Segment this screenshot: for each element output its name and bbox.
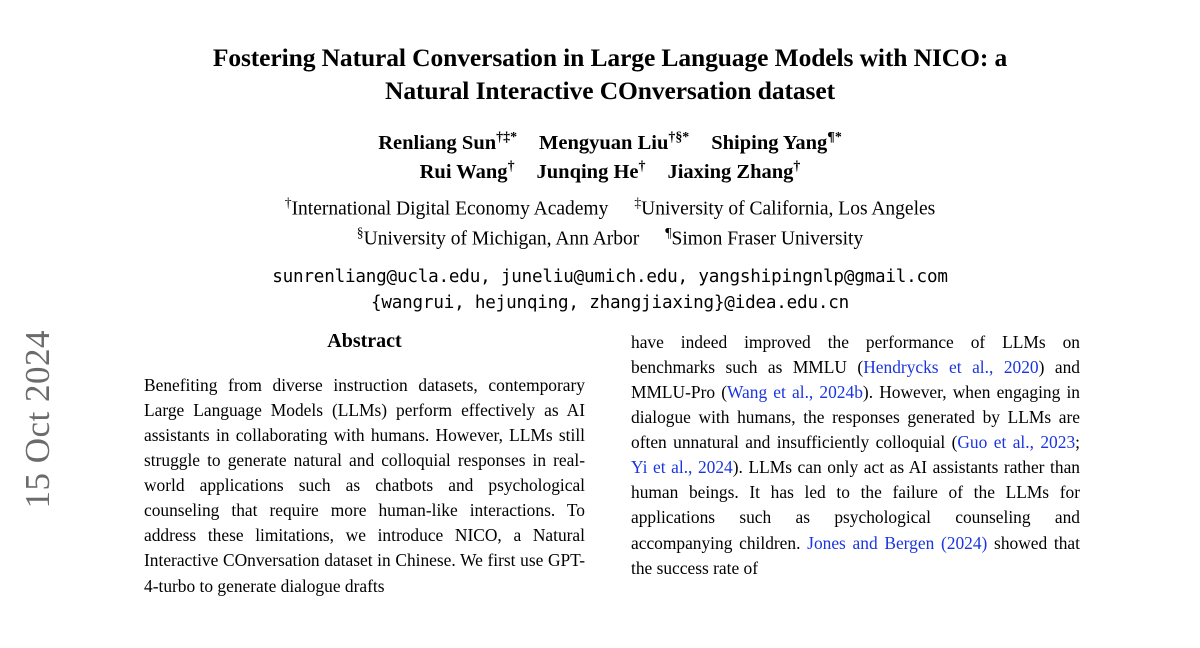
affiliation-mark: § <box>356 224 364 240</box>
citation-link[interactable]: Hendrycks et al., 2020 <box>863 357 1039 378</box>
author-emails <box>140 265 1080 316</box>
citation-link[interactable]: Wang et al., 2024b <box>727 382 863 403</box>
author-marks: † <box>638 158 646 174</box>
emails-line-1: sunrenliang@ucla.edu, juneliu@umich.edu, yangshipingnlp@gmail.com <box>272 267 948 288</box>
author-marks: †§* <box>668 130 690 146</box>
title-line-1: Fostering Natural Conversation in Large Language Models with NICO: a <box>212 43 1008 72</box>
author-shiping-yang: Shiping Yang¶* <box>711 130 842 155</box>
author-marks: † <box>793 158 801 174</box>
affiliation-mark: ‡ <box>634 195 642 211</box>
author-junqing-he: Junqing He† <box>536 158 646 183</box>
author-row-1 <box>140 129 1080 158</box>
author-mengyuan-liu: Mengyuan Liu†§* <box>539 130 690 155</box>
affiliation-mark: ¶ <box>665 224 672 240</box>
abstract-heading: Abstract <box>327 330 402 352</box>
author-row-2 <box>140 158 1080 187</box>
two-column-body <box>140 330 1080 599</box>
introduction-text: have indeed improved the performance of LLMs on benchmarks such as MMLU (Hendrycks et al., 2020) and MMLU-Pro (Wang et al., 2024b). However, when engaging in dialogue with humans, the responses generated by LLMs are often unnatural and insufficiently colloquial (Guo et al., 2023; Yi et al., 2024). LLMs can only act as AI assistants rather than human beings. It has led to the failure of the LLMs for applications such as psychological counseling and accompanying children. Jones and Bergen (2024) showed that the success rate of <box>631 332 1081 578</box>
citation-link[interactable]: Yi et al., 2024 <box>631 457 733 478</box>
left-column <box>140 330 589 599</box>
affiliation-sfu: Simon Fraser University <box>671 228 864 250</box>
affiliation-mark: † <box>284 195 292 211</box>
citation-link[interactable]: Jones and Bergen (2024) <box>807 532 988 553</box>
citation-link[interactable]: Guo et al., 2023 <box>957 432 1076 453</box>
affiliation-row-2 <box>140 224 1080 253</box>
author-marks: † <box>507 158 515 174</box>
affiliation-list <box>140 194 1080 253</box>
emails-line-2: {wangrui, hejunqing, zhangjiaxing}@idea.edu.cn <box>370 292 850 313</box>
author-rui-wang: Rui Wang† <box>419 158 515 183</box>
abstract-text: Benefiting from diverse instruction datasets, contemporary Large Language Models (LLMs) perform effectively as AI assistants in collaborating with humans. However, LLMs still struggle to generate natural and colloquial responses in real-world applications such as chatbots and psychological counseling that require more human-like interactions. To address these limitations, we introduce NICO, a Natural Interactive COnversation dataset in Chinese. We first use GPT-4-turbo to generate dialogue drafts <box>144 375 585 596</box>
arxiv-date-stamp: 15 Oct 2024 <box>18 330 57 509</box>
author-renliang-sun: Renliang Sun†‡* <box>378 130 518 155</box>
page-title <box>140 42 1080 107</box>
affiliation-row-1 <box>140 194 1080 223</box>
author-marks: ¶* <box>827 130 842 146</box>
right-column <box>631 330 1080 599</box>
affiliation-idea: International Digital Economy Academy <box>291 198 609 220</box>
author-jiaxing-zhang: Jiaxing Zhang† <box>667 158 801 183</box>
affiliation-ucla: University of California, Los Angeles <box>641 198 936 220</box>
title-line-2: Natural Interactive COnversation dataset <box>385 75 835 105</box>
paper-page <box>140 0 1080 648</box>
author-marks: †‡* <box>496 130 518 146</box>
affiliation-umich: University of Michigan, Ann Arbor <box>363 228 640 250</box>
author-list <box>140 129 1080 186</box>
